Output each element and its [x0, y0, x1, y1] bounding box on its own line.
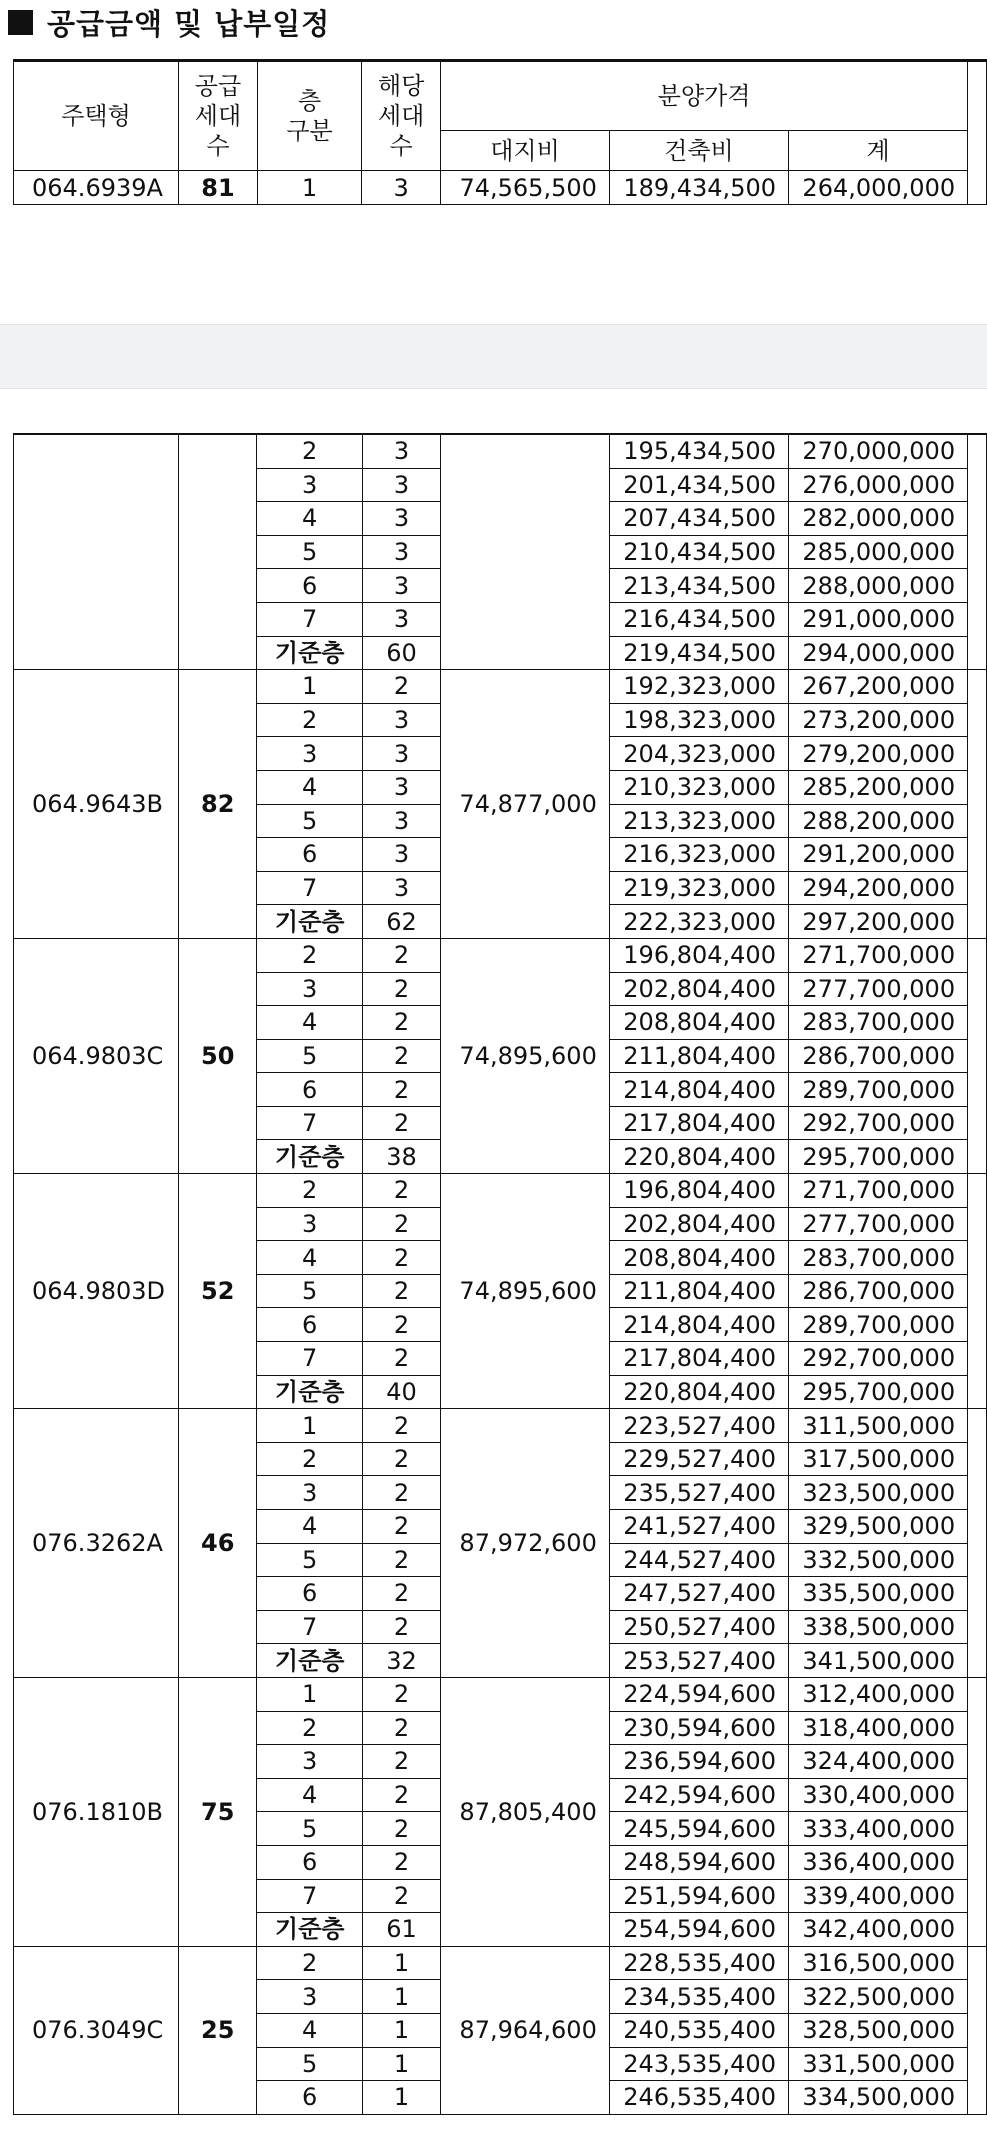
header-total: 계 — [789, 131, 968, 171]
cell-cut-column — [968, 1409, 987, 1678]
cell-building-cost: 253,527,400 — [609, 1644, 788, 1678]
cell-floor: 6 — [257, 1845, 363, 1879]
cell-building-cost: 220,804,400 — [609, 1375, 788, 1409]
cell-applicable-units: 3 — [363, 770, 441, 804]
cell-floor: 기준층 — [257, 1140, 363, 1174]
cell-floor: 1 — [257, 1677, 363, 1711]
cell-building-cost: 202,804,400 — [609, 972, 788, 1006]
cell-floor: 기준층 — [257, 905, 363, 939]
cell-building-cost: 235,527,400 — [609, 1476, 788, 1510]
section-heading — [8, 0, 330, 44]
cell-floor: 7 — [257, 871, 363, 905]
cell-house-type: 076.3049C — [14, 1946, 179, 2114]
cell-building-cost: 211,804,400 — [609, 1039, 788, 1073]
cell-applicable-units: 2 — [363, 1476, 441, 1510]
cell-total: 288,000,000 — [788, 569, 967, 603]
cell-floor: 7 — [257, 1106, 363, 1140]
table-row — [14, 434, 987, 468]
cell-building-cost: 204,323,000 — [609, 737, 788, 771]
header-applicable-units: 해당 세대 수 — [362, 61, 441, 171]
cell-house-type: 076.3262A — [14, 1409, 179, 1678]
cell-building-cost: 196,804,400 — [609, 938, 788, 972]
cell-house-type: 064.9803D — [14, 1174, 179, 1409]
cell-floor: 7 — [257, 1879, 363, 1913]
cell-applicable-units: 2 — [363, 1879, 441, 1913]
cell-applicable-units: 1 — [363, 2013, 441, 2047]
cell-applicable-units: 1 — [363, 1946, 441, 1980]
cell-floor: 1 — [257, 670, 363, 704]
cell-building-cost: 219,323,000 — [609, 871, 788, 905]
cell-building-cost: 189,434,500 — [609, 171, 788, 205]
cell-floor: 4 — [257, 2013, 363, 2047]
cell-applicable-units: 61 — [363, 1913, 441, 1947]
cell-applicable-units: 1 — [363, 1980, 441, 2014]
cell-total: 324,400,000 — [788, 1745, 967, 1779]
cell-building-cost: 243,535,400 — [609, 2047, 788, 2081]
cell-total: 291,200,000 — [788, 838, 967, 872]
square-bullet-icon — [8, 10, 33, 35]
cell-cut-column — [968, 1946, 987, 2114]
cell-total: 292,700,000 — [788, 1342, 967, 1376]
cell-building-cost: 216,434,500 — [609, 602, 788, 636]
cell-building-cost: 217,804,400 — [609, 1106, 788, 1140]
cell-building-cost: 254,594,600 — [609, 1913, 788, 1947]
cell-total: 295,700,000 — [788, 1140, 967, 1174]
cell-applicable-units: 2 — [363, 1039, 441, 1073]
cell-applicable-units: 2 — [363, 1073, 441, 1107]
cell-total: 311,500,000 — [788, 1409, 967, 1443]
cell-building-cost: 217,804,400 — [609, 1342, 788, 1376]
cell-building-cost: 202,804,400 — [609, 1207, 788, 1241]
cell-applicable-units: 3 — [363, 737, 441, 771]
cell-total: 328,500,000 — [788, 2013, 967, 2047]
cell-land-cost — [441, 434, 610, 670]
cell-building-cost: 210,434,500 — [609, 535, 788, 569]
cell-applicable-units: 2 — [363, 1510, 441, 1544]
cell-floor: 3 — [257, 1207, 363, 1241]
cell-floor: 기준층 — [257, 1375, 363, 1409]
cell-floor: 2 — [257, 938, 363, 972]
cell-building-cost: 223,527,400 — [609, 1409, 788, 1443]
cell-building-cost: 210,323,000 — [609, 770, 788, 804]
cell-house-type: 076.1810B — [14, 1677, 179, 1946]
cell-floor: 5 — [257, 1039, 363, 1073]
cell-building-cost: 234,535,400 — [609, 1980, 788, 2014]
cell-floor: 7 — [257, 1342, 363, 1376]
cell-building-cost: 219,434,500 — [609, 636, 788, 670]
table-row — [14, 938, 987, 972]
section-title: 공급금액 및 납부일정 — [47, 6, 331, 41]
cell-total: 323,500,000 — [788, 1476, 967, 1510]
cell-building-cost: 213,323,000 — [609, 804, 788, 838]
cell-house-type — [14, 434, 179, 670]
cell-building-cost: 247,527,400 — [609, 1577, 788, 1611]
cell-house-type: 064.6939A — [14, 171, 179, 205]
cell-applicable-units: 2 — [363, 1241, 441, 1275]
cell-applicable-units: 2 — [363, 1274, 441, 1308]
cell-applicable-units: 2 — [363, 1711, 441, 1745]
cell-total: 330,400,000 — [788, 1778, 967, 1812]
cell-total: 294,000,000 — [788, 636, 967, 670]
cell-total: 264,000,000 — [789, 171, 968, 205]
cell-total: 317,500,000 — [788, 1442, 967, 1476]
cell-floor: 기준층 — [257, 1644, 363, 1678]
cell-land-cost: 87,972,600 — [441, 1409, 610, 1678]
cell-applicable-units: 1 — [363, 2047, 441, 2081]
cell-building-cost: 229,527,400 — [609, 1442, 788, 1476]
cell-floor: 4 — [257, 502, 363, 536]
cell-building-cost: 250,527,400 — [609, 1610, 788, 1644]
cell-applicable-units: 2 — [363, 1677, 441, 1711]
cell-applicable-units: 3 — [363, 468, 441, 502]
header-house-type: 주택형 — [14, 61, 179, 171]
cell-floor: 기준층 — [257, 1913, 363, 1947]
cell-floor: 5 — [257, 2047, 363, 2081]
cell-applicable-units: 3 — [363, 871, 441, 905]
cell-applicable-units: 2 — [363, 1174, 441, 1208]
cell-applicable-units: 2 — [363, 1106, 441, 1140]
cell-total: 329,500,000 — [788, 1510, 967, 1544]
cell-applicable-units: 3 — [363, 502, 441, 536]
cell-supply-units: 25 — [179, 1946, 257, 2114]
cell-floor: 6 — [257, 838, 363, 872]
cell-total: 271,700,000 — [788, 938, 967, 972]
cell-building-cost: 224,594,600 — [609, 1677, 788, 1711]
header-building-cost: 건축비 — [609, 131, 788, 171]
cell-applicable-units: 60 — [363, 636, 441, 670]
cell-building-cost: 214,804,400 — [609, 1073, 788, 1107]
cell-applicable-units: 40 — [363, 1375, 441, 1409]
cell-floor: 2 — [257, 1711, 363, 1745]
cell-floor: 4 — [257, 1510, 363, 1544]
cell-total: 332,500,000 — [788, 1543, 967, 1577]
table-row — [14, 1677, 987, 1711]
cell-total: 291,000,000 — [788, 602, 967, 636]
cell-floor: 4 — [257, 1241, 363, 1275]
cell-total: 289,700,000 — [788, 1073, 967, 1107]
cell-building-cost: 228,535,400 — [609, 1946, 788, 1980]
cell-land-cost: 74,565,500 — [441, 171, 610, 205]
cell-total: 283,700,000 — [788, 1006, 967, 1040]
cell-applicable-units: 2 — [363, 1442, 441, 1476]
cell-building-cost: 213,434,500 — [609, 569, 788, 603]
cell-cut-column — [968, 1174, 987, 1409]
cell-applicable-units: 1 — [363, 2081, 441, 2115]
table-row — [14, 1409, 987, 1443]
cell-total: 297,200,000 — [788, 905, 967, 939]
cell-floor: 6 — [257, 1577, 363, 1611]
cell-total: 334,500,000 — [788, 2081, 967, 2115]
cell-total: 270,000,000 — [788, 434, 967, 468]
cell-applicable-units: 2 — [363, 670, 441, 704]
cell-land-cost: 87,805,400 — [441, 1677, 610, 1946]
cell-floor: 6 — [257, 1073, 363, 1107]
cell-total: 335,500,000 — [788, 1577, 967, 1611]
cell-total: 331,500,000 — [788, 2047, 967, 2081]
cell-floor: 4 — [257, 1778, 363, 1812]
cell-building-cost: 222,323,000 — [609, 905, 788, 939]
cell-total: 289,700,000 — [788, 1308, 967, 1342]
cell-applicable-units: 2 — [363, 1207, 441, 1241]
cell-building-cost: 241,527,400 — [609, 1510, 788, 1544]
cell-total: 279,200,000 — [788, 737, 967, 771]
cell-applicable-units: 2 — [363, 1745, 441, 1779]
cell-floor: 2 — [257, 1174, 363, 1208]
cell-floor: 5 — [257, 1543, 363, 1577]
cell-total: 339,400,000 — [788, 1879, 967, 1913]
cell-floor: 2 — [257, 1946, 363, 1980]
cell-building-cost: 242,594,600 — [609, 1778, 788, 1812]
cell-land-cost: 74,895,600 — [441, 1174, 610, 1409]
cell-floor: 6 — [257, 1308, 363, 1342]
cell-building-cost: 216,323,000 — [609, 838, 788, 872]
cell-supply-units — [179, 434, 257, 670]
cell-floor: 4 — [257, 770, 363, 804]
cell-total: 312,400,000 — [788, 1677, 967, 1711]
cell-building-cost: 244,527,400 — [609, 1543, 788, 1577]
cell-floor: 3 — [257, 1476, 363, 1510]
header-cut-column — [968, 61, 987, 205]
cell-building-cost: 236,594,600 — [609, 1745, 788, 1779]
cell-building-cost: 251,594,600 — [609, 1879, 788, 1913]
cell-applicable-units: 3 — [363, 535, 441, 569]
cell-total: 338,500,000 — [788, 1610, 967, 1644]
cell-floor: 7 — [257, 602, 363, 636]
cell-floor: 5 — [257, 1812, 363, 1846]
cell-applicable-units: 62 — [363, 905, 441, 939]
cell-total: 285,000,000 — [788, 535, 967, 569]
cell-floor: 2 — [257, 434, 363, 468]
cell-supply-units: 82 — [179, 670, 257, 939]
cell-building-cost: 246,535,400 — [609, 2081, 788, 2115]
cell-total: 322,500,000 — [788, 1980, 967, 2014]
cell-applicable-units: 3 — [363, 434, 441, 468]
cell-total: 282,000,000 — [788, 502, 967, 536]
cell-total: 292,700,000 — [788, 1106, 967, 1140]
cell-cut-column — [968, 938, 987, 1173]
cell-land-cost: 87,964,600 — [441, 1946, 610, 2114]
cell-applicable-units: 2 — [363, 1006, 441, 1040]
cell-total: 277,700,000 — [788, 972, 967, 1006]
cell-applicable-units: 3 — [363, 838, 441, 872]
cell-total: 318,400,000 — [788, 1711, 967, 1745]
cell-floor: 1 — [257, 171, 361, 205]
cell-total: 294,200,000 — [788, 871, 967, 905]
cell-land-cost: 74,895,600 — [441, 938, 610, 1173]
cell-floor: 2 — [257, 1442, 363, 1476]
cell-house-type: 064.9643B — [14, 670, 179, 939]
cell-floor: 5 — [257, 535, 363, 569]
cell-total: 271,700,000 — [788, 1174, 967, 1208]
cell-building-cost: 201,434,500 — [609, 468, 788, 502]
cell-building-cost: 207,434,500 — [609, 502, 788, 536]
cell-floor: 2 — [257, 703, 363, 737]
cell-total: 273,200,000 — [788, 703, 967, 737]
table-row — [14, 670, 987, 704]
cell-applicable-units: 3 — [363, 602, 441, 636]
cell-total: 286,700,000 — [788, 1039, 967, 1073]
cell-supply-units: 81 — [179, 171, 258, 205]
cell-building-cost: 230,594,600 — [609, 1711, 788, 1745]
cell-total: 277,700,000 — [788, 1207, 967, 1241]
cell-house-type: 064.9803C — [14, 938, 179, 1173]
cell-building-cost: 248,594,600 — [609, 1845, 788, 1879]
cell-cut-column — [968, 1677, 987, 1946]
cell-total: 286,700,000 — [788, 1274, 967, 1308]
cell-floor: 3 — [257, 1980, 363, 2014]
cell-floor: 5 — [257, 1274, 363, 1308]
cell-applicable-units: 2 — [363, 1342, 441, 1376]
cell-floor: 4 — [257, 1006, 363, 1040]
cell-building-cost: 192,323,000 — [609, 670, 788, 704]
cell-floor: 3 — [257, 972, 363, 1006]
cell-floor: 7 — [257, 1610, 363, 1644]
cell-supply-units: 46 — [179, 1409, 257, 1678]
cell-applicable-units: 3 — [363, 703, 441, 737]
cell-applicable-units: 2 — [363, 1610, 441, 1644]
cell-applicable-units: 38 — [363, 1140, 441, 1174]
cell-total: 295,700,000 — [788, 1375, 967, 1409]
cell-floor: 기준층 — [257, 636, 363, 670]
price-table-header — [13, 59, 987, 205]
cell-building-cost: 195,434,500 — [609, 434, 788, 468]
page-break-divider — [0, 388, 987, 389]
cell-floor: 6 — [257, 2081, 363, 2115]
page-break-divider — [0, 324, 987, 325]
cell-floor: 3 — [257, 737, 363, 771]
cell-applicable-units: 2 — [363, 1845, 441, 1879]
cell-applicable-units: 2 — [363, 938, 441, 972]
cell-applicable-units: 3 — [363, 804, 441, 838]
cell-applicable-units: 2 — [363, 972, 441, 1006]
cell-building-cost: 208,804,400 — [609, 1006, 788, 1040]
cell-building-cost: 214,804,400 — [609, 1308, 788, 1342]
cell-building-cost: 240,535,400 — [609, 2013, 788, 2047]
cell-applicable-units: 2 — [363, 1812, 441, 1846]
cell-applicable-units: 2 — [363, 1778, 441, 1812]
price-table-continued — [13, 433, 987, 2115]
cell-applicable-units: 3 — [363, 569, 441, 603]
cell-applicable-units: 2 — [363, 1308, 441, 1342]
cell-applicable-units: 2 — [363, 1577, 441, 1611]
cell-building-cost: 196,804,400 — [609, 1174, 788, 1208]
cell-total: 333,400,000 — [788, 1812, 967, 1846]
cell-building-cost: 208,804,400 — [609, 1241, 788, 1275]
cell-supply-units: 52 — [179, 1174, 257, 1409]
cell-total: 285,200,000 — [788, 770, 967, 804]
cell-total: 288,200,000 — [788, 804, 967, 838]
cell-building-cost: 245,594,600 — [609, 1812, 788, 1846]
cell-building-cost: 198,323,000 — [609, 703, 788, 737]
page-break-band — [0, 324, 987, 389]
cell-applicable-units: 2 — [363, 1409, 441, 1443]
cell-applicable-units: 32 — [363, 1644, 441, 1678]
table-row — [14, 1174, 987, 1208]
cell-floor: 6 — [257, 569, 363, 603]
cell-building-cost: 211,804,400 — [609, 1274, 788, 1308]
cell-total: 276,000,000 — [788, 468, 967, 502]
cell-floor: 3 — [257, 468, 363, 502]
cell-land-cost: 74,877,000 — [441, 670, 610, 939]
cell-cut-column — [968, 434, 987, 670]
cell-applicable-units: 2 — [363, 1543, 441, 1577]
header-supply-units: 공급 세대 수 — [179, 61, 258, 171]
cell-supply-units: 75 — [179, 1677, 257, 1946]
header-land-cost: 대지비 — [441, 131, 610, 171]
cell-floor: 1 — [257, 1409, 363, 1443]
cell-total: 316,500,000 — [788, 1946, 967, 1980]
header-price-group: 분양가격 — [441, 61, 968, 131]
cell-applicable-units: 3 — [362, 171, 441, 205]
cell-total: 267,200,000 — [788, 670, 967, 704]
cell-cut-column — [968, 670, 987, 939]
cell-total: 341,500,000 — [788, 1644, 967, 1678]
cell-floor: 3 — [257, 1745, 363, 1779]
cell-total: 342,400,000 — [788, 1913, 967, 1947]
header-floor: 층 구분 — [257, 61, 361, 171]
cell-total: 336,400,000 — [788, 1845, 967, 1879]
cell-total: 283,700,000 — [788, 1241, 967, 1275]
cell-supply-units: 50 — [179, 938, 257, 1173]
cell-building-cost: 220,804,400 — [609, 1140, 788, 1174]
cell-floor: 5 — [257, 804, 363, 838]
table-row — [14, 1946, 987, 1980]
